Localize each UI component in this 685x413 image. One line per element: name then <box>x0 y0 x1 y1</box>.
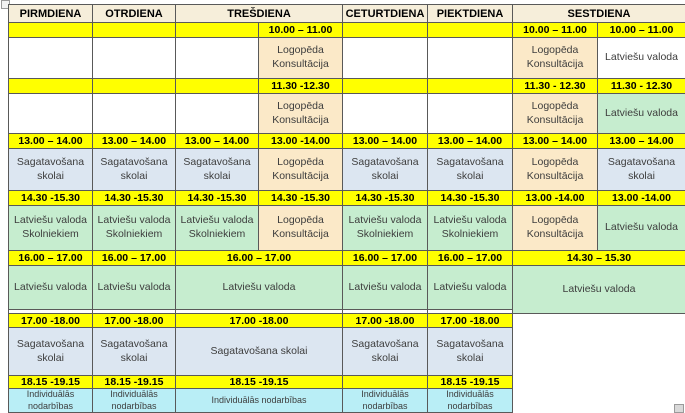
time-slot-cell: 14.30 -15.30 <box>9 191 93 206</box>
time-slot-cell: 13.00 – 14.00 <box>93 134 176 149</box>
schedule-cell: Logopēda Konsultācija <box>513 38 598 79</box>
time-slot-cell: 10.00 – 11.00 <box>598 23 685 38</box>
time-slot-cell: 17.00 -18.00 <box>343 314 428 328</box>
time-slot-cell <box>93 79 176 94</box>
time-slot-cell: 13.00 -14.00 <box>598 191 685 206</box>
time-slot-cell: 14.30 -15.30 <box>343 191 428 206</box>
schedule-cell: Sagatavošana skolai <box>428 149 513 191</box>
time-slot-cell: 16.00 – 17.00 <box>93 251 176 266</box>
schedule-row <box>9 5 685 23</box>
time-slot-cell: 16.00 – 17.00 <box>9 251 93 266</box>
schedule-table <box>8 4 685 413</box>
time-slot-cell: 13.00 – 14.00 <box>513 134 598 149</box>
schedule-row <box>9 134 685 149</box>
schedule-cell: Individuālās nodarbības <box>9 389 93 413</box>
time-slot-cell: 10.00 – 11.00 <box>513 23 598 38</box>
time-slot-cell <box>176 23 259 38</box>
schedule-cell <box>9 94 93 134</box>
schedule-cell: Latviešu valoda <box>598 94 685 134</box>
time-slot-cell: 11.30 - 12.30 <box>598 79 685 94</box>
day-header-cell: CETURTDIENA <box>343 5 428 23</box>
schedule-row <box>9 79 685 94</box>
schedule-cell: Logopēda Konsultācija <box>513 206 598 251</box>
time-slot-cell: 13.00 -14.00 <box>259 134 343 149</box>
time-slot-cell: 16.00 – 17.00 <box>428 251 513 266</box>
schedule-cell <box>343 94 428 134</box>
schedule-cell: Sagatavošana skolai <box>176 328 343 376</box>
time-slot-cell: 13.00 – 14.00 <box>343 134 428 149</box>
day-header-cell: SESTDIENA <box>513 5 685 23</box>
schedule-row <box>9 94 685 134</box>
schedule-row <box>9 251 685 266</box>
time-slot-cell: 18.15 -19.15 <box>176 376 343 389</box>
time-slot-cell <box>343 79 428 94</box>
schedule-cell <box>343 38 428 79</box>
time-slot-cell: 18.15 -19.15 <box>428 376 513 389</box>
time-slot-cell: 11.30 -12.30 <box>259 79 343 94</box>
time-slot-cell: 17.00 -18.00 <box>176 314 343 328</box>
time-slot-cell: 10.00 – 11.00 <box>259 23 343 38</box>
time-slot-cell: 14.30 – 15.30 <box>513 251 685 266</box>
schedule-cell: Latviešu valoda <box>9 266 93 310</box>
schedule-cell: Latviešu valoda Skolniekiem <box>93 206 176 251</box>
time-slot-cell <box>93 23 176 38</box>
time-slot-cell <box>343 376 428 389</box>
time-slot-cell: 18.15 -19.15 <box>9 376 93 389</box>
time-slot-cell <box>176 79 259 94</box>
schedule-cell <box>93 94 176 134</box>
time-slot-cell <box>428 23 513 38</box>
schedule-cell: Logopēda Konsultācija <box>259 206 343 251</box>
schedule-row <box>9 149 685 191</box>
empty-region <box>513 314 685 413</box>
schedule-cell <box>9 38 93 79</box>
schedule-cell: Sagatavošana skolai <box>598 149 685 191</box>
schedule-row <box>9 266 685 310</box>
day-header-cell: TREŠDIENA <box>176 5 343 23</box>
schedule-cell: Individuālās nodarbības <box>176 389 343 413</box>
time-slot-cell: 17.00 -18.00 <box>428 314 513 328</box>
time-slot-cell <box>343 23 428 38</box>
schedule-cell: Latviešu valoda <box>598 206 685 251</box>
time-slot-cell: 16.00 – 17.00 <box>343 251 428 266</box>
time-slot-cell: 11.30 - 12.30 <box>513 79 598 94</box>
schedule-cell: Individuālās nodarbības <box>93 389 176 413</box>
schedule-cell: Logopēda Konsultācija <box>513 94 598 134</box>
schedule-cell: Sagatavošana skolai <box>93 328 176 376</box>
schedule-cell: Logopēda Konsultācija <box>259 38 343 79</box>
schedule-cell: Latviešu valoda <box>428 266 513 310</box>
schedule-cell: Sagatavošana skolai <box>343 149 428 191</box>
schedule-row <box>9 191 685 206</box>
time-slot-cell: 14.30 -15.30 <box>428 191 513 206</box>
time-slot-cell: 17.00 -18.00 <box>9 314 93 328</box>
time-slot-cell <box>9 23 93 38</box>
time-slot-cell: 13.00 – 14.00 <box>176 134 259 149</box>
time-slot-cell: 18.15 -19.15 <box>93 376 176 389</box>
schedule-cell: Latviešu valoda <box>176 266 343 310</box>
schedule-row <box>9 38 685 79</box>
schedule-cell <box>428 38 513 79</box>
schedule-row <box>9 23 685 38</box>
time-slot-cell <box>9 79 93 94</box>
day-header-cell: PIEKTDIENA <box>428 5 513 23</box>
schedule-row <box>9 206 685 251</box>
schedule-cell: Logopēda Konsultācija <box>513 149 598 191</box>
schedule-cell: Individuālās nodarbības <box>428 389 513 413</box>
time-slot-cell: 14.30 -15.30 <box>176 191 259 206</box>
schedule-cell: Logopēda Konsultācija <box>259 149 343 191</box>
schedule-cell: Individuālās nodarbības <box>343 389 428 413</box>
schedule-cell: Latviešu valoda <box>513 266 685 314</box>
schedule-row <box>9 314 685 328</box>
schedule-cell: Sagatavošana skolai <box>9 149 93 191</box>
schedule-cell: Latviešu valoda <box>598 38 685 79</box>
schedule-cell: Latviešu valoda Skolniekiem <box>9 206 93 251</box>
schedule-cell: Latviešu valoda Skolniekiem <box>428 206 513 251</box>
day-header-cell: OTRDIENA <box>93 5 176 23</box>
schedule-cell: Sagatavošana skolai <box>343 328 428 376</box>
time-slot-cell: 13.00 – 14.00 <box>598 134 685 149</box>
schedule-cell <box>93 38 176 79</box>
schedule-cell: Sagatavošana skolai <box>176 149 259 191</box>
schedule-cell: Sagatavošana skolai <box>428 328 513 376</box>
schedule-cell: Sagatavošana skolai <box>9 328 93 376</box>
schedule-cell: Logopēda Konsultācija <box>259 94 343 134</box>
schedule-cell: Sagatavošana skolai <box>93 149 176 191</box>
schedule-cell: Latviešu valoda Skolniekiem <box>176 206 259 251</box>
schedule-cell <box>176 38 259 79</box>
schedule-cell <box>176 94 259 134</box>
time-slot-cell: 16.00 – 17.00 <box>176 251 343 266</box>
time-slot-cell: 13.00 -14.00 <box>513 191 598 206</box>
time-slot-cell: 13.00 – 14.00 <box>428 134 513 149</box>
day-header-cell: PIRMDIENA <box>9 5 93 23</box>
time-slot-cell: 17.00 -18.00 <box>93 314 176 328</box>
schedule-cell <box>428 94 513 134</box>
schedule-cell: Latviešu valoda <box>343 266 428 310</box>
schedule-cell: Latviešu valoda Skolniekiem <box>343 206 428 251</box>
time-slot-cell: 13.00 – 14.00 <box>9 134 93 149</box>
time-slot-cell: 14.30 -15.30 <box>93 191 176 206</box>
schedule-cell: Latviešu valoda <box>93 266 176 310</box>
time-slot-cell <box>428 79 513 94</box>
time-slot-cell: 14.30 -15.30 <box>259 191 343 206</box>
